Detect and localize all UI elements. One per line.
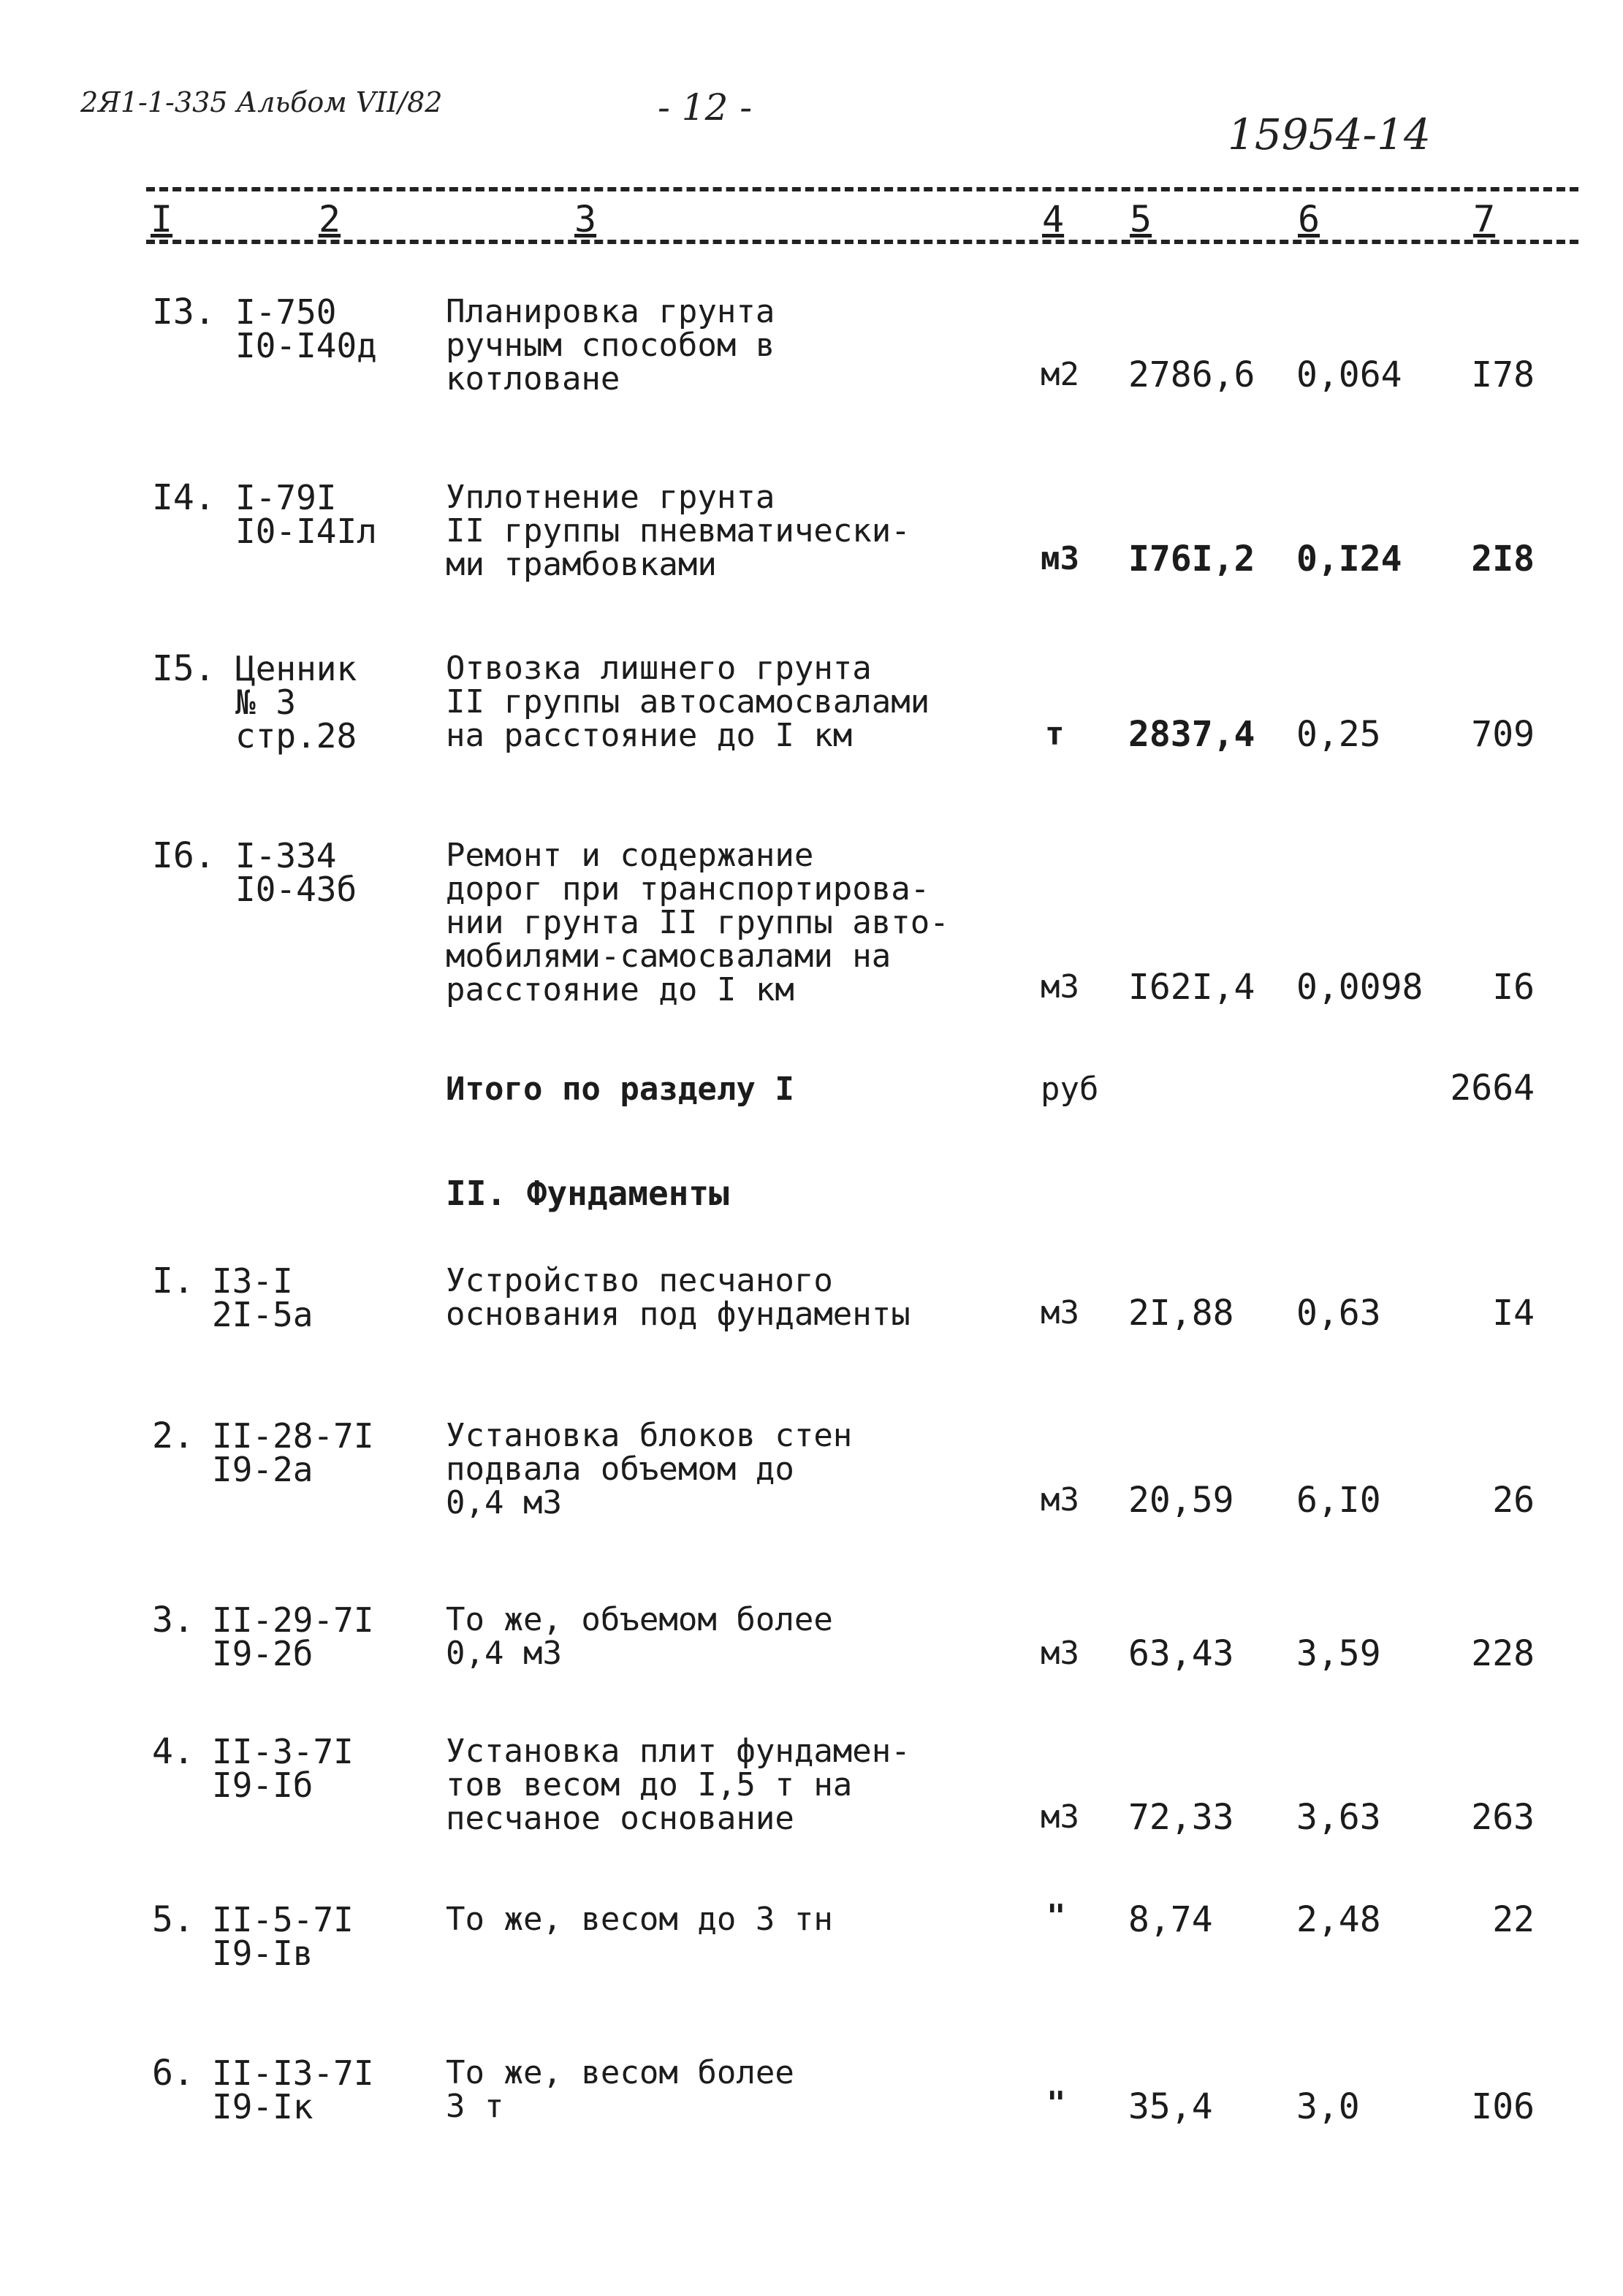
column-header-2: 2 xyxy=(319,198,341,240)
unit-rate: 0,I24 xyxy=(1296,539,1402,579)
work-description: 3 т xyxy=(446,2088,504,2125)
column-header-7: 7 xyxy=(1473,198,1496,240)
norm-code: стр.28 xyxy=(235,716,357,756)
work-description: Установка блоков стен xyxy=(446,1417,853,1454)
unit-rate: 0,25 xyxy=(1296,714,1381,755)
quantity: I62I,4 xyxy=(1128,967,1255,1008)
work-description: 0,4 м3 xyxy=(446,1484,562,1521)
row-number: I6. xyxy=(152,835,216,876)
work-description: Ремонт и содержание xyxy=(446,837,814,874)
album-reference-note: 2Я1-1-335 Альбом VII/82 xyxy=(80,86,443,118)
work-description: II группы пневматически- xyxy=(446,512,911,550)
page-number: - 12 - xyxy=(658,86,753,129)
quantity: 72,33 xyxy=(1128,1797,1234,1838)
quantity: 2786,6 xyxy=(1128,354,1255,395)
column-header-1: I xyxy=(151,198,173,240)
norm-code: II-I3-7I xyxy=(212,2053,374,2093)
work-description: основания под фундаменты xyxy=(446,1296,911,1333)
work-description: котловане xyxy=(446,360,620,398)
norm-code: I0-43б xyxy=(235,870,357,909)
row-number: 6. xyxy=(152,2053,194,2094)
total-cost: I4 xyxy=(1492,1293,1535,1334)
norm-code: Ценник xyxy=(235,649,357,688)
quantity: 8,74 xyxy=(1128,1899,1213,1940)
quantity: 2I,88 xyxy=(1128,1293,1234,1334)
work-description: 0,4 м3 xyxy=(446,1635,562,1672)
row-number: I. xyxy=(152,1261,194,1301)
column-header-6: 6 xyxy=(1298,198,1320,240)
unit-of-measure: м3 xyxy=(1041,1294,1079,1331)
section-total-unit: руб xyxy=(1041,1071,1099,1108)
norm-code: I9-2а xyxy=(212,1450,313,1489)
norm-code: II-29-7I xyxy=(212,1600,374,1640)
total-cost: 709 xyxy=(1471,714,1535,755)
norm-code: I-334 xyxy=(235,836,337,875)
row-number: 2. xyxy=(152,1415,194,1456)
document-code: 15954-14 xyxy=(1228,110,1431,159)
unit-rate: 0,0098 xyxy=(1296,967,1424,1008)
unit-of-measure: т xyxy=(1045,715,1065,753)
work-description: Устройство песчаного xyxy=(446,1262,833,1299)
work-description: песчаное основание xyxy=(446,1800,794,1837)
total-cost: I06 xyxy=(1471,2086,1535,2127)
norm-code: I9-2б xyxy=(212,1634,313,1673)
norm-code: I3-I xyxy=(212,1261,293,1301)
row-number: I4. xyxy=(152,477,216,518)
norm-code: I-750 xyxy=(235,292,337,332)
unit-of-measure: м3 xyxy=(1041,1798,1079,1836)
work-description: на расстояние до I км xyxy=(446,717,853,754)
unit-of-measure: м3 xyxy=(1041,968,1079,1006)
quantity: 20,59 xyxy=(1128,1480,1234,1521)
work-description: Установка плит фундамен- xyxy=(446,1733,911,1770)
quantity: 63,43 xyxy=(1128,1633,1234,1674)
total-cost: 263 xyxy=(1471,1797,1535,1838)
norm-code: I9-Iб xyxy=(212,1765,313,1805)
norm-code: I9-Iк xyxy=(212,2087,313,2126)
work-description: нии грунта II группы авто- xyxy=(446,904,949,941)
row-number: 3. xyxy=(152,1600,194,1641)
work-description: II группы автосамосвалами xyxy=(446,683,930,721)
ditto-mark: " xyxy=(1046,1898,1066,1935)
work-description: Планировка грунта xyxy=(446,293,775,330)
norm-code: I0-I40д xyxy=(235,326,377,365)
unit-of-measure: м2 xyxy=(1041,356,1079,393)
norm-code: II-3-7I xyxy=(212,1732,354,1771)
quantity: I76I,2 xyxy=(1128,539,1255,579)
work-description: мобилями-самосвалами на xyxy=(446,938,892,975)
quantity: 2837,4 xyxy=(1128,714,1255,755)
section-title: II. Фундаменты xyxy=(446,1174,729,1213)
unit-rate: 6,I0 xyxy=(1296,1480,1381,1521)
row-number: I5. xyxy=(152,648,216,689)
section-total-value: 2664 xyxy=(1450,1068,1535,1109)
unit-rate: 0,63 xyxy=(1296,1293,1381,1334)
norm-code: I-79I xyxy=(235,478,337,517)
work-description: То же, объемом более xyxy=(446,1601,833,1638)
norm-code: II-5-7I xyxy=(212,1900,354,1939)
header-divider-top xyxy=(146,187,1578,191)
total-cost: 228 xyxy=(1471,1633,1535,1674)
work-description: Уплотнение грунта xyxy=(446,479,775,516)
total-cost: 2I8 xyxy=(1471,539,1535,579)
norm-code: № 3 xyxy=(235,683,297,722)
total-cost: I6 xyxy=(1492,967,1535,1008)
norm-code: I0-I4Iл xyxy=(235,512,377,551)
work-description: То же, весом более xyxy=(446,2054,794,2091)
column-header-5: 5 xyxy=(1130,198,1152,240)
unit-rate: 3,63 xyxy=(1296,1797,1381,1838)
work-description: ручным способом в xyxy=(446,327,775,364)
work-description: Отвозка лишнего грунта xyxy=(446,650,872,687)
header-divider-bottom xyxy=(146,240,1578,244)
unit-of-measure: м3 xyxy=(1041,540,1079,577)
work-description: расстояние до I км xyxy=(446,971,794,1008)
unit-of-measure: м3 xyxy=(1041,1481,1079,1518)
unit-of-measure: м3 xyxy=(1041,1635,1079,1672)
total-cost: 22 xyxy=(1492,1899,1535,1940)
row-number: 4. xyxy=(152,1731,194,1772)
row-number: I3. xyxy=(152,292,216,332)
total-cost: 26 xyxy=(1492,1480,1535,1521)
work-description: ми трамбовками xyxy=(446,546,717,583)
unit-rate: 2,48 xyxy=(1296,1899,1381,1940)
row-number: 5. xyxy=(152,1899,194,1940)
work-description: То же, весом до 3 тн xyxy=(446,1901,833,1938)
unit-rate: 0,064 xyxy=(1296,354,1402,395)
column-header-3: 3 xyxy=(574,198,597,240)
unit-rate: 3,0 xyxy=(1296,2086,1360,2127)
norm-code: 2I-5а xyxy=(212,1295,313,1334)
unit-rate: 3,59 xyxy=(1296,1633,1381,1674)
work-description: дорог при транспортирова- xyxy=(446,870,930,908)
norm-code: I9-Iв xyxy=(212,1934,313,1973)
column-header-4: 4 xyxy=(1042,198,1065,240)
section-total-label: Итого по разделу I xyxy=(446,1071,794,1108)
norm-code: II-28-7I xyxy=(212,1416,374,1456)
work-description: тов весом до I,5 т на xyxy=(446,1766,853,1803)
total-cost: I78 xyxy=(1471,354,1535,395)
ditto-mark: " xyxy=(1046,2085,1066,2122)
work-description: подвала объемом до xyxy=(446,1451,794,1488)
quantity: 35,4 xyxy=(1128,2086,1213,2127)
